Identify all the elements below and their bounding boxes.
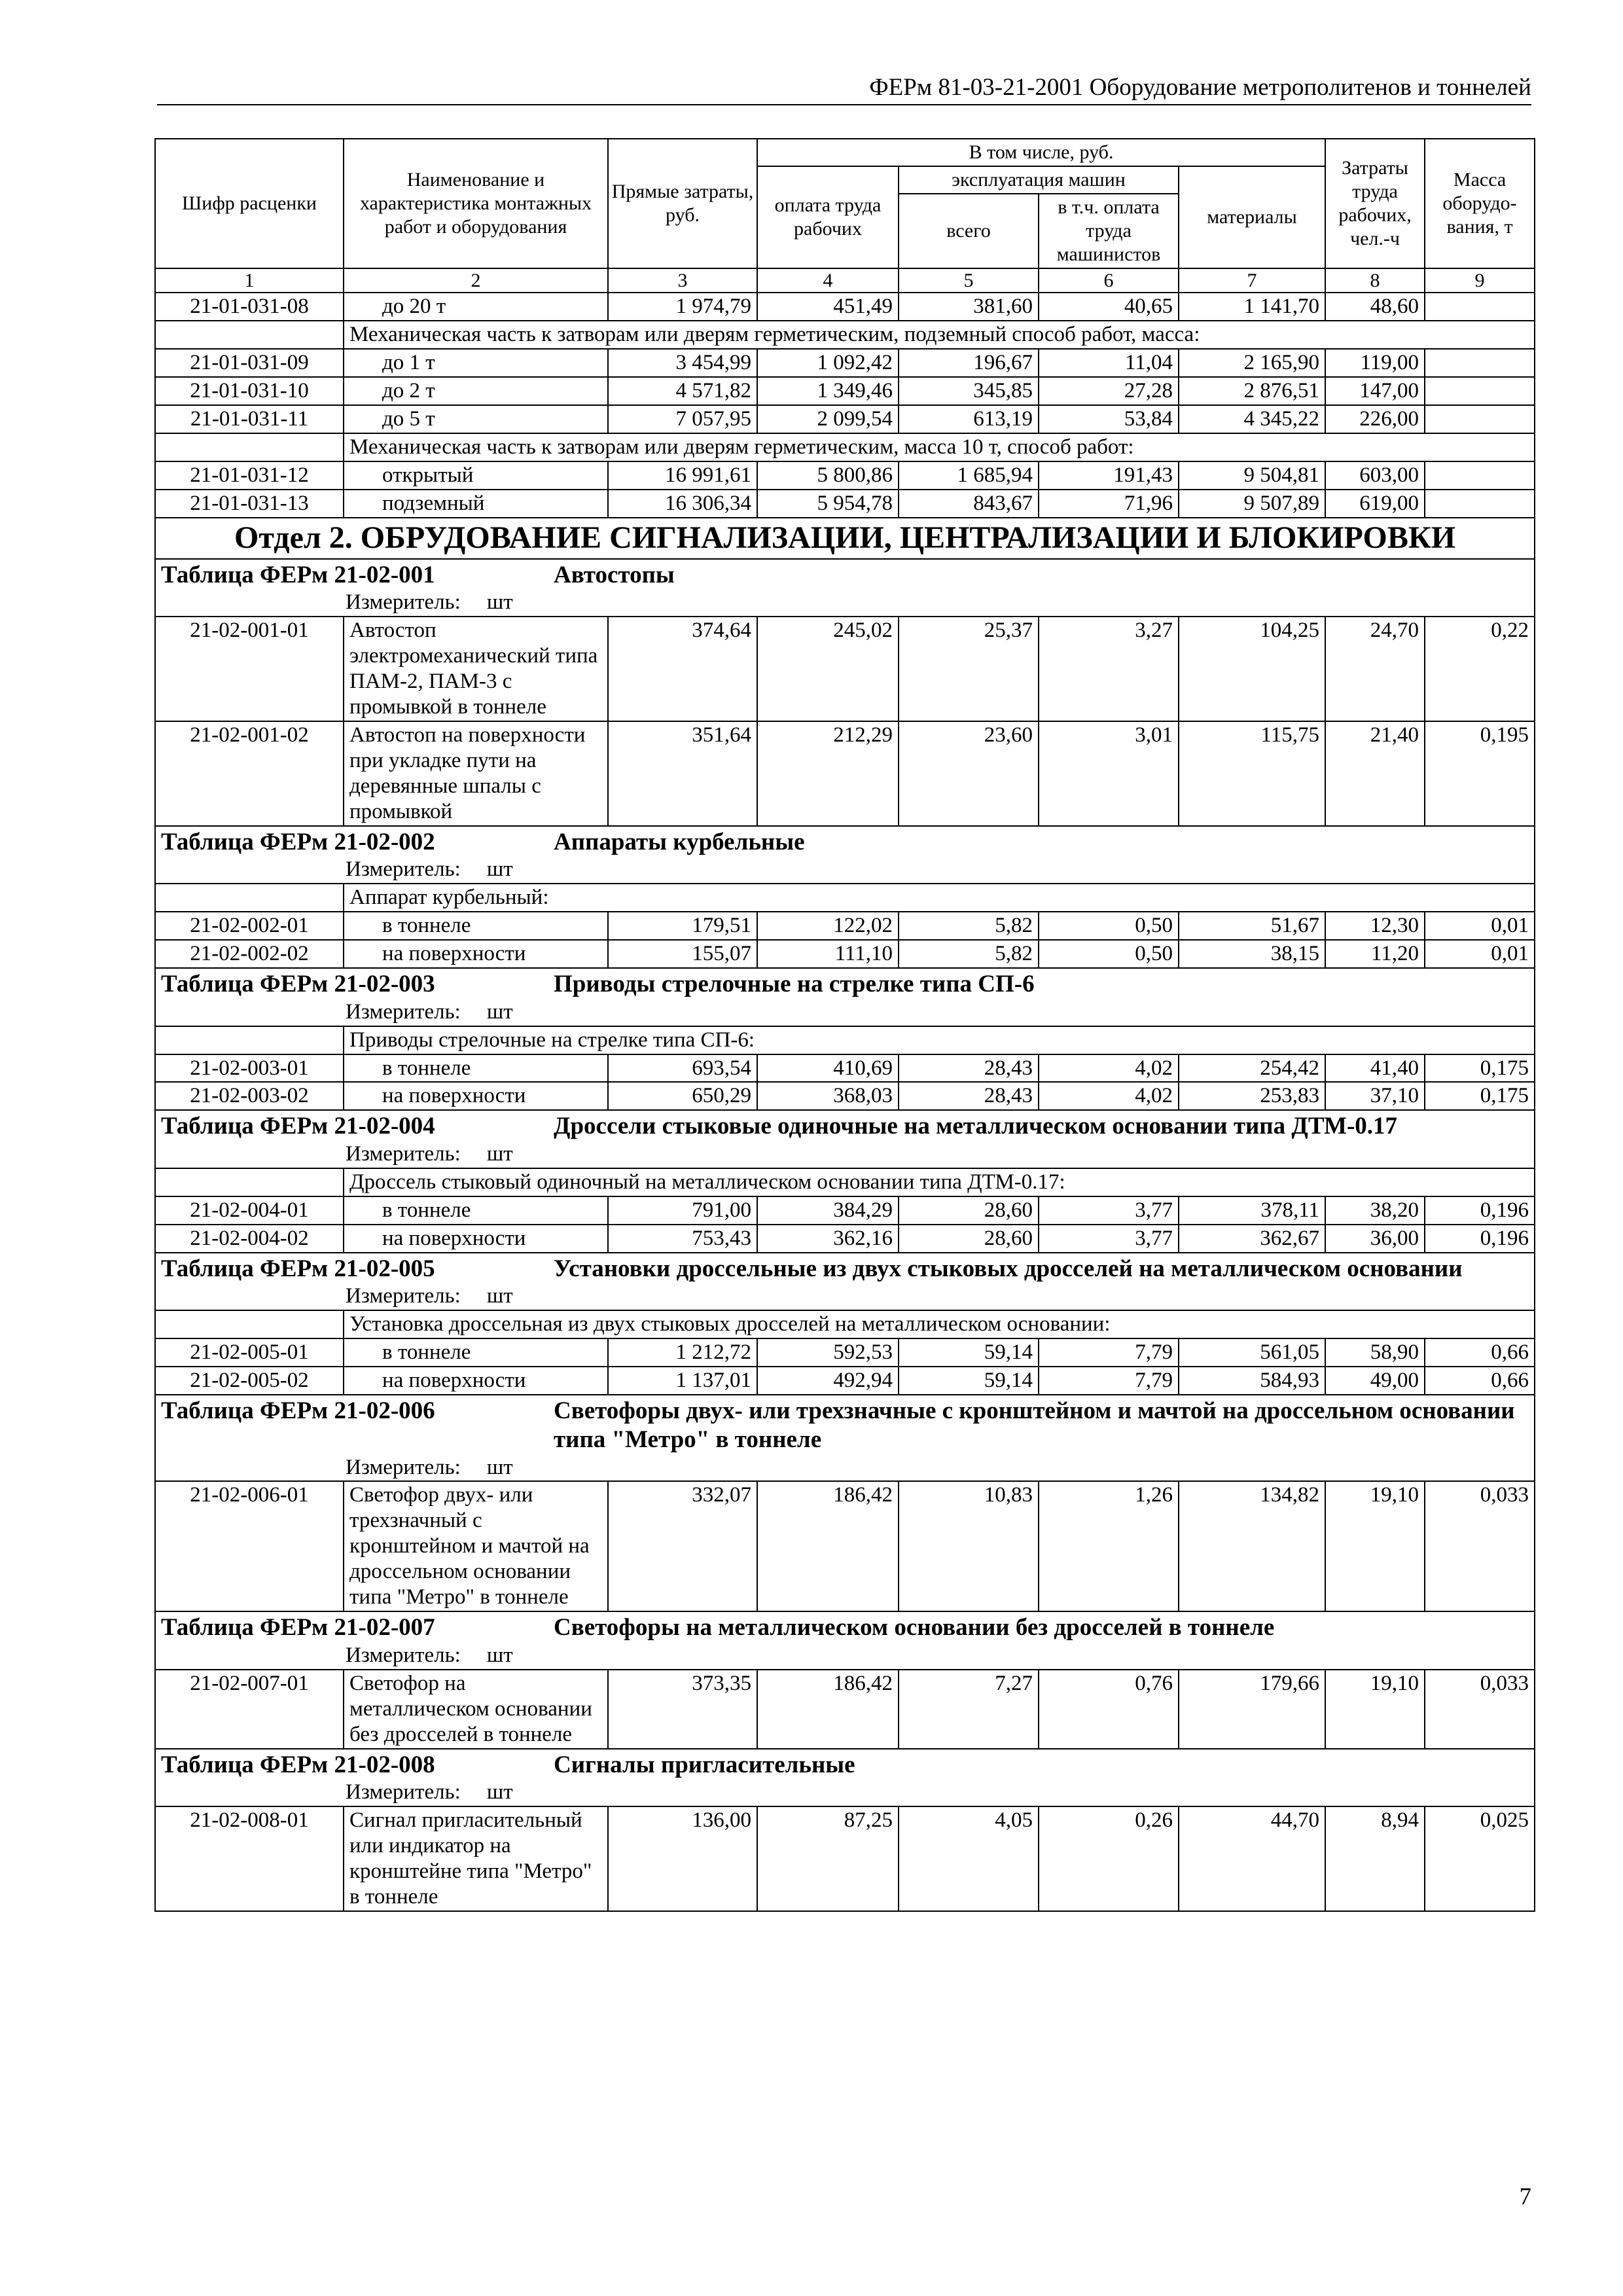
direct-cost: 374,64 xyxy=(608,617,757,721)
table-code: Таблица ФЕРм 21-02-003 xyxy=(161,971,435,998)
group-spacer xyxy=(155,433,344,461)
wages: 451,49 xyxy=(757,293,899,321)
table-row xyxy=(155,1196,1535,1225)
table-row xyxy=(155,721,1535,826)
section-title: Отдел 2. ОБРУДОВАНИЕ СИГНАЛИЗАЦИИ, ЦЕНТРАЛИЗАЦИИ И БЛОКИРОВКИ xyxy=(155,518,1535,559)
rate-code: 21-02-002-01 xyxy=(155,912,344,940)
materials: 2 876,51 xyxy=(1179,377,1325,405)
labor-hours: 619,00 xyxy=(1325,490,1425,518)
group-title: Механическая часть к затворам или дверям герметическим, масса 10 т, способ работ: xyxy=(344,433,1535,461)
group-row xyxy=(155,321,1535,349)
machines-total: 5,82 xyxy=(899,912,1039,940)
machines-wages: 71,96 xyxy=(1039,490,1179,518)
work-name: в тоннеле xyxy=(344,912,608,940)
materials: 4 345,22 xyxy=(1179,405,1325,433)
equipment-mass xyxy=(1425,490,1535,518)
labor-hours: 8,94 xyxy=(1325,1806,1425,1911)
wages: 1 092,42 xyxy=(757,349,899,377)
wages: 5 800,86 xyxy=(757,461,899,490)
machines-total: 843,67 xyxy=(899,490,1039,518)
rate-code: 21-02-006-01 xyxy=(155,1481,344,1611)
group-row xyxy=(155,1168,1535,1196)
measure xyxy=(155,1642,1535,1670)
equipment-mass xyxy=(1425,293,1535,321)
rate-code: 21-02-002-02 xyxy=(155,940,344,968)
table-code: Таблица ФЕРм 21-02-007 xyxy=(161,1614,435,1641)
group-row xyxy=(155,433,1535,461)
col-machines-header: эксплуатация машин xyxy=(899,166,1179,194)
machines-total: 28,43 xyxy=(899,1082,1039,1110)
materials: 51,67 xyxy=(1179,912,1325,940)
work-name: на поверхности xyxy=(344,1367,608,1395)
materials: 104,25 xyxy=(1179,617,1325,721)
wages: 410,69 xyxy=(757,1054,899,1083)
table-heading xyxy=(155,559,1535,590)
direct-cost: 7 057,95 xyxy=(608,405,757,433)
table-title: Аппараты курбельные xyxy=(554,828,805,855)
machines-total: 7,27 xyxy=(899,1670,1039,1749)
equipment-mass: 0,195 xyxy=(1425,721,1535,826)
labor-hours: 58,90 xyxy=(1325,1338,1425,1367)
table-heading-row xyxy=(155,1611,1535,1642)
group-title: Приводы стрелочные на стрелке типа СП-6: xyxy=(344,1026,1535,1054)
work-name: на поверхности xyxy=(344,1082,608,1110)
column-number: 1 xyxy=(155,268,344,293)
machines-wages: 3,77 xyxy=(1039,1225,1179,1253)
measure-label: Измеритель: xyxy=(346,1142,461,1166)
materials: 584,93 xyxy=(1179,1367,1325,1395)
table-heading-row xyxy=(155,1110,1535,1141)
measure-row xyxy=(155,856,1535,884)
table-row xyxy=(155,617,1535,721)
equipment-mass: 0,175 xyxy=(1425,1054,1535,1083)
measure xyxy=(155,1779,1535,1806)
column-number: 2 xyxy=(344,268,608,293)
rate-code: 21-02-003-02 xyxy=(155,1082,344,1110)
labor-hours: 226,00 xyxy=(1325,405,1425,433)
measure-unit: шт xyxy=(486,857,513,882)
machines-wages: 0,50 xyxy=(1039,940,1179,968)
measure xyxy=(155,1283,1535,1310)
work-name: подземный xyxy=(344,490,608,518)
wages: 492,94 xyxy=(757,1367,899,1395)
table-heading-row xyxy=(155,1395,1535,1454)
table-code: Таблица ФЕРм 21-02-006 xyxy=(161,1397,435,1425)
group-title: Аппарат курбельный: xyxy=(344,884,1535,912)
work-name: до 20 т xyxy=(344,293,608,321)
materials: 115,75 xyxy=(1179,721,1325,826)
machines-total: 196,67 xyxy=(899,349,1039,377)
materials: 9 504,81 xyxy=(1179,461,1325,490)
machines-total: 381,60 xyxy=(899,293,1039,321)
equipment-mass: 0,033 xyxy=(1425,1670,1535,1749)
labor-hours: 41,40 xyxy=(1325,1054,1425,1083)
table-heading xyxy=(155,968,1535,999)
col-incl-header: В том числе, руб. xyxy=(757,139,1325,166)
rate-code: 21-02-005-01 xyxy=(155,1338,344,1367)
labor-hours: 603,00 xyxy=(1325,461,1425,490)
machines-wages: 4,02 xyxy=(1039,1082,1179,1110)
machines-total: 59,14 xyxy=(899,1367,1039,1395)
group-spacer xyxy=(155,321,344,349)
equipment-mass xyxy=(1425,461,1535,490)
work-name: в тоннеле xyxy=(344,1196,608,1225)
work-name: до 5 т xyxy=(344,405,608,433)
table-code: Таблица ФЕРм 21-02-002 xyxy=(161,828,435,855)
measure-unit: шт xyxy=(486,1455,513,1479)
direct-cost: 650,29 xyxy=(608,1082,757,1110)
materials: 134,82 xyxy=(1179,1481,1325,1611)
materials: 253,83 xyxy=(1179,1082,1325,1110)
work-name: в тоннеле xyxy=(344,1338,608,1367)
page-header: ФЕРм 81-03-21-2001 Оборудование метрополитенов и тоннелей xyxy=(157,73,1531,105)
machines-wages: 0,76 xyxy=(1039,1670,1179,1749)
measure-row xyxy=(155,589,1535,617)
column-number: 3 xyxy=(608,268,757,293)
direct-cost: 791,00 xyxy=(608,1196,757,1225)
column-number: 7 xyxy=(1179,268,1325,293)
wages: 212,29 xyxy=(757,721,899,826)
table-heading-row xyxy=(155,559,1535,590)
materials: 362,67 xyxy=(1179,1225,1325,1253)
measure-unit: шт xyxy=(486,1780,513,1804)
work-name: на поверхности xyxy=(344,1225,608,1253)
group-spacer xyxy=(155,1310,344,1338)
group-spacer xyxy=(155,1026,344,1054)
table-row xyxy=(155,1225,1535,1253)
equipment-mass: 0,01 xyxy=(1425,940,1535,968)
machines-total: 5,82 xyxy=(899,940,1039,968)
page-number: 7 xyxy=(1519,2183,1531,2210)
table-code: Таблица ФЕРм 21-02-004 xyxy=(161,1113,435,1140)
labor-hours: 24,70 xyxy=(1325,617,1425,721)
machines-wages: 1,26 xyxy=(1039,1481,1179,1611)
rate-code: 21-02-004-01 xyxy=(155,1196,344,1225)
machines-total: 28,60 xyxy=(899,1196,1039,1225)
table-row xyxy=(155,1054,1535,1083)
materials: 254,42 xyxy=(1179,1054,1325,1083)
rate-code: 21-01-031-08 xyxy=(155,293,344,321)
wages: 87,25 xyxy=(757,1806,899,1911)
direct-cost: 155,07 xyxy=(608,940,757,968)
table-row xyxy=(155,1806,1535,1911)
table-row xyxy=(155,490,1535,518)
direct-cost: 16 991,61 xyxy=(608,461,757,490)
labor-hours: 37,10 xyxy=(1325,1082,1425,1110)
table-row xyxy=(155,1670,1535,1749)
wages: 111,10 xyxy=(757,940,899,968)
wages: 362,16 xyxy=(757,1225,899,1253)
measure-unit: шт xyxy=(486,1142,513,1166)
machines-wages: 3,27 xyxy=(1039,617,1179,721)
machines-total: 59,14 xyxy=(899,1338,1039,1367)
rate-code: 21-02-001-02 xyxy=(155,721,344,826)
materials: 378,11 xyxy=(1179,1196,1325,1225)
machines-wages: 7,79 xyxy=(1039,1338,1179,1367)
equipment-mass xyxy=(1425,377,1535,405)
table-row xyxy=(155,1338,1535,1367)
table-code: Таблица ФЕРм 21-02-001 xyxy=(161,561,435,588)
table-heading-row xyxy=(155,1253,1535,1283)
equipment-mass: 0,196 xyxy=(1425,1196,1535,1225)
table-title: Сигналы пригласительные xyxy=(554,1751,855,1778)
labor-hours: 12,30 xyxy=(1325,912,1425,940)
table-title: Светофоры на металлическом основании без дросселей в тоннеле xyxy=(554,1614,1275,1641)
measure-row xyxy=(155,1141,1535,1168)
group-row xyxy=(155,884,1535,912)
equipment-mass: 0,196 xyxy=(1425,1225,1535,1253)
measure xyxy=(155,1454,1535,1482)
group-row xyxy=(155,1026,1535,1054)
column-number: 4 xyxy=(757,268,899,293)
group-title: Дроссель стыковый одиночный на металлическом основании типа ДТМ-0.17: xyxy=(344,1168,1535,1196)
table-body xyxy=(155,268,1535,1911)
labor-hours: 11,20 xyxy=(1325,940,1425,968)
price-table xyxy=(154,138,1535,1912)
wages: 384,29 xyxy=(757,1196,899,1225)
work-name: до 1 т xyxy=(344,349,608,377)
labor-hours: 19,10 xyxy=(1325,1481,1425,1611)
rate-code: 21-02-007-01 xyxy=(155,1670,344,1749)
machines-wages: 11,04 xyxy=(1039,349,1179,377)
table-heading xyxy=(155,826,1535,857)
table-row xyxy=(155,1082,1535,1110)
machines-total: 23,60 xyxy=(899,721,1039,826)
column-numbers-row xyxy=(155,268,1535,293)
measure xyxy=(155,589,1535,617)
table-row xyxy=(155,349,1535,377)
measure-label: Измеритель: xyxy=(346,1643,461,1667)
table-title: Установки дроссельные из двух стыковых дросселей на металлическом основании xyxy=(554,1255,1463,1282)
labor-hours: 19,10 xyxy=(1325,1670,1425,1749)
rate-code: 21-01-031-09 xyxy=(155,349,344,377)
column-number: 6 xyxy=(1039,268,1179,293)
group-title: Установка дроссельная из двух стыковых дросселей на металлическом основании: xyxy=(344,1310,1535,1338)
machines-wages: 53,84 xyxy=(1039,405,1179,433)
machines-wages: 3,01 xyxy=(1039,721,1179,826)
table-code: Таблица ФЕРм 21-02-008 xyxy=(161,1751,435,1778)
wages: 245,02 xyxy=(757,617,899,721)
table-heading-row xyxy=(155,968,1535,999)
equipment-mass: 0,175 xyxy=(1425,1082,1535,1110)
work-name: до 2 т xyxy=(344,377,608,405)
equipment-mass: 0,025 xyxy=(1425,1806,1535,1911)
machines-wages: 27,28 xyxy=(1039,377,1179,405)
table-heading-row xyxy=(155,826,1535,857)
wages: 186,42 xyxy=(757,1481,899,1611)
table-title: Приводы стрелочные на стрелке типа СП-6 xyxy=(554,971,1035,998)
wages: 1 349,46 xyxy=(757,377,899,405)
column-number: 5 xyxy=(899,268,1039,293)
group-spacer xyxy=(155,1168,344,1196)
table-title: Светофоры двух- или трехзначные с кронштейном и мачтой на дроссельном основании типа "Метро" в тоннеле xyxy=(554,1397,1515,1453)
machines-wages: 3,77 xyxy=(1039,1196,1179,1225)
equipment-mass: 0,033 xyxy=(1425,1481,1535,1611)
group-spacer xyxy=(155,884,344,912)
measure-row xyxy=(155,1283,1535,1310)
col-labor-header: Затраты труда рабочих, чел.-ч xyxy=(1325,139,1425,268)
labor-hours: 49,00 xyxy=(1325,1367,1425,1395)
measure-unit: шт xyxy=(486,1643,513,1667)
direct-cost: 1 974,79 xyxy=(608,293,757,321)
equipment-mass xyxy=(1425,405,1535,433)
table-title: Дроссели стыковые одиночные на металлическом основании типа ДТМ-0.17 xyxy=(554,1113,1398,1140)
table-row xyxy=(155,461,1535,490)
rate-code: 21-01-031-10 xyxy=(155,377,344,405)
wages: 186,42 xyxy=(757,1670,899,1749)
col-direct-header: Прямые затраты, руб. xyxy=(608,139,757,268)
table-heading xyxy=(155,1110,1535,1141)
wages: 2 099,54 xyxy=(757,405,899,433)
table-heading-row xyxy=(155,1749,1535,1780)
measure-row xyxy=(155,1454,1535,1482)
rate-code: 21-02-003-01 xyxy=(155,1054,344,1083)
machines-total: 1 685,94 xyxy=(899,461,1039,490)
measure-row xyxy=(155,1642,1535,1670)
col-code-header: Шифр расценки xyxy=(155,139,344,268)
labor-hours: 147,00 xyxy=(1325,377,1425,405)
work-name: Сигнал пригласительный или индикатор на кронштейне типа "Метро" в тоннеле xyxy=(344,1806,608,1911)
wages: 592,53 xyxy=(757,1338,899,1367)
machines-wages: 191,43 xyxy=(1039,461,1179,490)
measure-label: Измеритель: xyxy=(346,857,461,882)
work-name: открытый xyxy=(344,461,608,490)
measure xyxy=(155,999,1535,1026)
labor-hours: 48,60 xyxy=(1325,293,1425,321)
rate-code: 21-01-031-11 xyxy=(155,405,344,433)
materials: 1 141,70 xyxy=(1179,293,1325,321)
machines-wages: 7,79 xyxy=(1039,1367,1179,1395)
table-title: Автостопы xyxy=(554,561,675,588)
measure-unit: шт xyxy=(486,590,513,615)
machines-wages: 0,50 xyxy=(1039,912,1179,940)
direct-cost: 136,00 xyxy=(608,1806,757,1911)
machines-total: 613,19 xyxy=(899,405,1039,433)
rate-code: 21-01-031-13 xyxy=(155,490,344,518)
table-heading xyxy=(155,1395,1535,1454)
equipment-mass: 0,22 xyxy=(1425,617,1535,721)
measure-label: Измеритель: xyxy=(346,999,461,1024)
measure-row xyxy=(155,1779,1535,1806)
direct-cost: 373,35 xyxy=(608,1670,757,1749)
wages: 5 954,78 xyxy=(757,490,899,518)
rate-code: 21-02-004-02 xyxy=(155,1225,344,1253)
measure xyxy=(155,856,1535,884)
equipment-mass: 0,66 xyxy=(1425,1338,1535,1367)
table-code: Таблица ФЕРм 21-02-005 xyxy=(161,1255,435,1282)
direct-cost: 3 454,99 xyxy=(608,349,757,377)
table-heading xyxy=(155,1253,1535,1283)
table-row xyxy=(155,293,1535,321)
work-name: Автостоп электромеханический типа ПАМ-2, ПАМ-3 с промывкой в тоннеле xyxy=(344,617,608,721)
col-name-header: Наименование и характеристика монтажных работ и оборудования xyxy=(344,139,608,268)
direct-cost: 16 306,34 xyxy=(608,490,757,518)
section-row xyxy=(155,518,1535,559)
direct-cost: 1 212,72 xyxy=(608,1338,757,1367)
direct-cost: 351,64 xyxy=(608,721,757,826)
table-row xyxy=(155,940,1535,968)
labor-hours: 38,20 xyxy=(1325,1196,1425,1225)
col-wages-header: оплата труда рабочих xyxy=(757,166,899,268)
labor-hours: 119,00 xyxy=(1325,349,1425,377)
measure-label: Измеритель: xyxy=(346,1284,461,1308)
rate-code: 21-02-001-01 xyxy=(155,617,344,721)
machines-wages: 40,65 xyxy=(1039,293,1179,321)
measure-unit: шт xyxy=(486,1284,513,1308)
materials: 179,66 xyxy=(1179,1670,1325,1749)
materials: 44,70 xyxy=(1179,1806,1325,1911)
group-row xyxy=(155,1310,1535,1338)
machines-total: 28,43 xyxy=(899,1054,1039,1083)
measure xyxy=(155,1141,1535,1168)
machines-wages: 0,26 xyxy=(1039,1806,1179,1911)
column-number: 9 xyxy=(1425,268,1535,293)
direct-cost: 332,07 xyxy=(608,1481,757,1611)
table-row xyxy=(155,1481,1535,1611)
table-row xyxy=(155,1367,1535,1395)
equipment-mass: 0,66 xyxy=(1425,1367,1535,1395)
work-name: Светофор двух- или трехзначный с кронштейном и мачтой на дроссельном основании типа "Метро" в тоннеле xyxy=(344,1481,608,1611)
equipment-mass: 0,01 xyxy=(1425,912,1535,940)
measure-label: Измеритель: xyxy=(346,590,461,615)
table-heading xyxy=(155,1749,1535,1780)
wages: 122,02 xyxy=(757,912,899,940)
table-row xyxy=(155,912,1535,940)
column-number: 8 xyxy=(1325,268,1425,293)
materials: 38,15 xyxy=(1179,940,1325,968)
rate-code: 21-02-005-02 xyxy=(155,1367,344,1395)
machines-total: 345,85 xyxy=(899,377,1039,405)
machines-total: 28,60 xyxy=(899,1225,1039,1253)
materials: 2 165,90 xyxy=(1179,349,1325,377)
work-name: Автостоп на поверхности при укладке пути на деревянные шпалы с промывкой xyxy=(344,721,608,826)
work-name: на поверхности xyxy=(344,940,608,968)
table-heading xyxy=(155,1611,1535,1642)
materials: 9 507,89 xyxy=(1179,490,1325,518)
col-mass-header: Масса оборудо-вания, т xyxy=(1425,139,1535,268)
machines-total: 25,37 xyxy=(899,617,1039,721)
table-row xyxy=(155,405,1535,433)
measure-label: Измеритель: xyxy=(346,1780,461,1804)
direct-cost: 753,43 xyxy=(608,1225,757,1253)
col-materials-header: материалы xyxy=(1179,166,1325,268)
measure-unit: шт xyxy=(486,999,513,1024)
machines-wages: 4,02 xyxy=(1039,1054,1179,1083)
wages: 368,03 xyxy=(757,1082,899,1110)
work-name: в тоннеле xyxy=(344,1054,608,1083)
measure-label: Измеритель: xyxy=(346,1455,461,1479)
direct-cost: 693,54 xyxy=(608,1054,757,1083)
rate-code: 21-01-031-12 xyxy=(155,461,344,490)
group-title: Механическая часть к затворам или дверям герметическим, подземный способ работ, масса: xyxy=(344,321,1535,349)
equipment-mass xyxy=(1425,349,1535,377)
direct-cost: 1 137,01 xyxy=(608,1367,757,1395)
direct-cost: 179,51 xyxy=(608,912,757,940)
measure-row xyxy=(155,999,1535,1026)
rate-code: 21-02-008-01 xyxy=(155,1806,344,1911)
col-machines-total-header: всего xyxy=(899,194,1039,268)
col-machines-wages-header: в т.ч. оплата труда машинистов xyxy=(1039,194,1179,268)
materials: 561,05 xyxy=(1179,1338,1325,1367)
machines-total: 4,05 xyxy=(899,1806,1039,1911)
work-name: Светофор на металлическом основании без дросселей в тоннеле xyxy=(344,1670,608,1749)
direct-cost: 4 571,82 xyxy=(608,377,757,405)
labor-hours: 21,40 xyxy=(1325,721,1425,826)
machines-total: 10,83 xyxy=(899,1481,1039,1611)
table-row xyxy=(155,377,1535,405)
labor-hours: 36,00 xyxy=(1325,1225,1425,1253)
